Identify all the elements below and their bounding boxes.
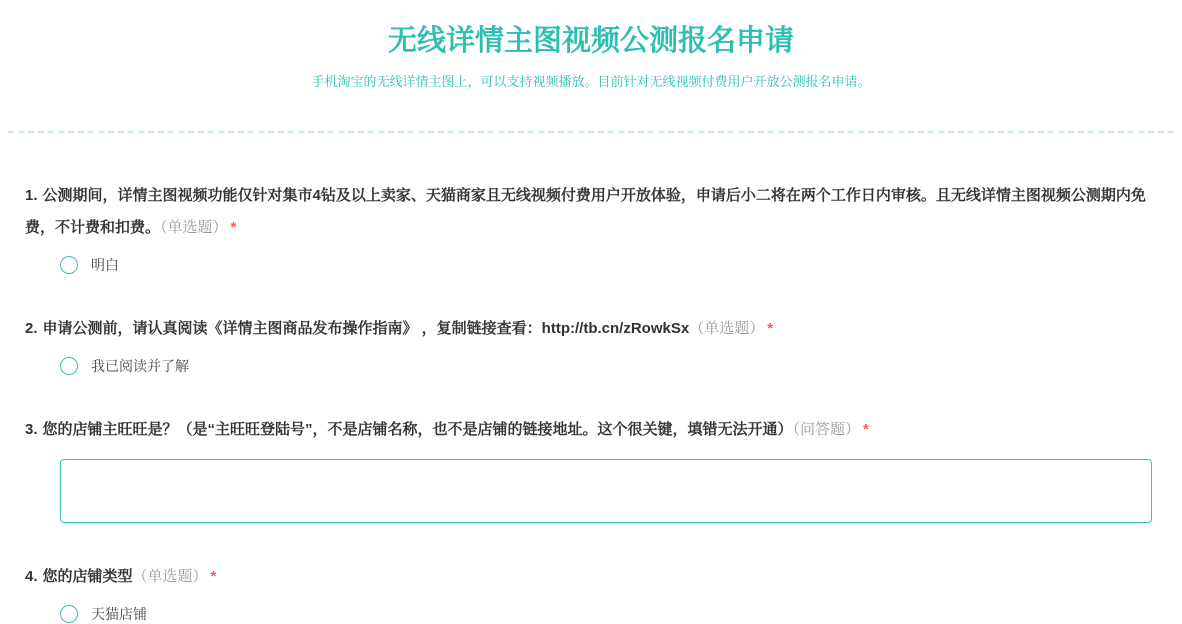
- question-1: [25, 180, 1157, 275]
- question-4-text: [25, 561, 1157, 593]
- radio-unchecked-icon[interactable]: [60, 605, 78, 623]
- survey-form: [0, 133, 1182, 624]
- question-4: [25, 561, 1157, 624]
- question-1-body: 公测期间，详情主图视频功能仅针对集市4钻及以上卖家、天猫商家且无线视频付费用户开放体验，申请后小二将在两个工作日内审核。且无线详情主图视频公测期内免费，不计费和扣费。: [25, 187, 1146, 236]
- question-2-option-1-label: 我已阅读并了解: [91, 358, 189, 374]
- question-1-option-1-label: 明白: [91, 257, 119, 273]
- question-3-body: 您的店铺主旺旺是？（是“主旺旺登陆号”，不是店铺名称，也不是店铺的链接地址。这个很关键，填错无法开通）: [42, 421, 793, 438]
- question-1-text: [25, 180, 1157, 244]
- question-3-number: 3.: [25, 421, 38, 438]
- question-1-type-label: （单选题）: [160, 219, 228, 236]
- question-1-required-mark: *: [230, 219, 237, 236]
- question-4-number: 4.: [25, 568, 38, 585]
- answer-textarea[interactable]: [60, 459, 1152, 523]
- page-title: 无线详情主图视频公测报名申请: [387, 25, 794, 57]
- radio-unchecked-icon[interactable]: [60, 357, 78, 375]
- question-3-text: [25, 414, 1157, 446]
- question-1-option-1[interactable]: [60, 255, 1157, 275]
- question-2-type-label: （单选题）: [689, 320, 765, 337]
- question-3-type-label: （问答题）: [792, 421, 861, 438]
- question-4-option-1[interactable]: [60, 604, 1157, 624]
- page-subtitle: 手机淘宝的无线详情主图上，可以支持视频播放。目前针对无线视频付费用户开放公测报名申请。: [311, 74, 871, 89]
- question-3-required-mark: *: [863, 421, 869, 438]
- question-4-type-label: （单选题）: [132, 568, 208, 585]
- question-1-number: 1.: [25, 187, 38, 204]
- question-2-body: 申请公测前，请认真阅读《详情主图商品发布操作指南》 ，复制链接查看：http://tb.cn/zRowkSx: [42, 320, 690, 337]
- question-2-required-mark: *: [767, 320, 774, 337]
- question-4-required-mark: *: [210, 568, 217, 585]
- question-3: [25, 414, 1157, 523]
- survey-header: [0, 0, 1182, 90]
- question-4-body: 您的店铺类型: [42, 568, 133, 585]
- question-2-text: [25, 313, 1157, 345]
- question-4-option-1-label: 天猫店铺: [91, 606, 147, 622]
- question-2-option-1[interactable]: [60, 356, 1157, 376]
- radio-unchecked-icon[interactable]: [60, 256, 78, 274]
- question-2: [25, 313, 1157, 376]
- question-2-number: 2.: [25, 320, 38, 337]
